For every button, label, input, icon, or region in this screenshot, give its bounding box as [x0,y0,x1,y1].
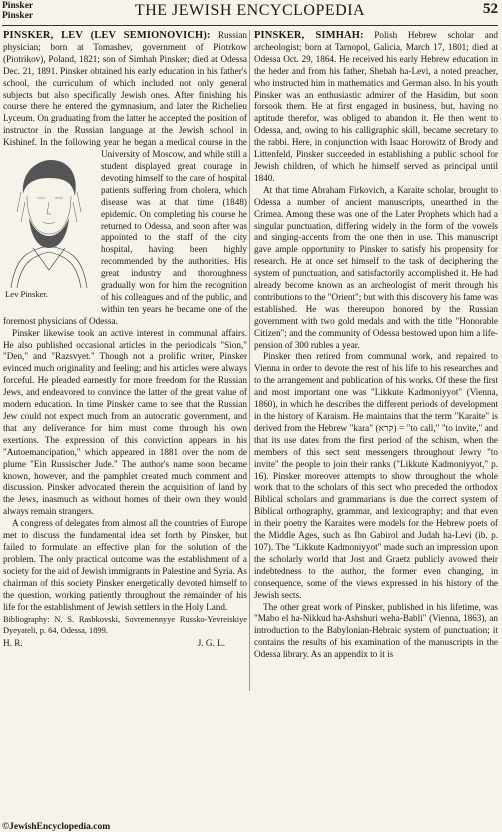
entry-simhah-paragraph-1: Polish Hebrew scholar and archeologist; born at Tarnopol, Galicia, March 17, 1801; died at Odessa Oct. 29, 1864. He received his early Hebrew education in the heder and from his father, Shebah ha-Levi, a noted preacher, who instructed him in mathematics and German also. In his youth Pinsker was an enthusiastic admirer of the Hasidim, but soon forsook them. He at first engaged in business, but, having no aptitude therefor, was obliged to abandon it. He then went to Odessa, and, owing to his calligraphic skill, became secretary to the rabbi. Here, in conjunction with Isaac Horowitz of Brody and Littenfeld, Pinsker succeeded in establishing a public school for Jewish children, of which he himself served as principal until 1840. [254,30,499,183]
entry-lev-paragraph-1 [3,30,247,326]
entry-lev-paragraph-3: A congress of delegates from almost all the countries of Europe met to discuss the fundamental idea set forth by Pinsker, but failed to formulate an effective plan for the solution of the problem. The only practical outcome was the establishment of a society for the aid of Jewish immigrants in Palestine and Syria. As chairman of this society Pinsker energetically devoted himself to the question, working patiently throughout the remainder of his life for the establishment of Jewish settlers in the Holy Land. [3,518,247,612]
guide-word-bottom: Pinsker [2,11,34,21]
entry-simhah-paragraph-3: Pinsker then retired from communal work, and repaired to Vienna in order to devote the rest of his life to his researches and to the arrangement and publication of his works. Of these the first and most important one was "Likkute Kadmoniyyot" (Vienna, 1860), in which he describes the different periods of development in the history of Karaism. He maintains that the term "Karaite" is derived from the Hebrew "kara" (קרא) = "to call," "to invite," and that its use dates from the first period of the schism, when the members of this sect sent messengers throughout Jewry "to invite" the people to join their ranks ("Likkute Kadmoniyyot," p. 16). Pinsker moreover attempts to show throughout the whole work that to the scholars of this sect who preceded the orthodox Biblical scholars and grammarians is due the correct system of Biblical orthography, grammar, and lexicography; and that even in their poetry the Karaites were models for the Hebrew poets of the Middle Ages, such as Ibn Gabirol and Judah ha-Levi (ib. p. 107). The "Likkute Kadmoniyyot" made such an impression upon the scholarly world that Jost and Graetz publicly avowed their indebtedness to the author, the former even changing, in consequence, some of the views expressed in his history of the Jewish sects. [254,351,498,600]
entry-lev-paragraph-1-part-b: and while still a student displayed great courage in devoting himself to the care of hospital patients suffering from cholera, which disease was at that time (1848) epidemic. On completing his course he returned to Odessa, and soon after was appointed to the staff of the city hospital, having been highly recommended by the authorities. His great industry and thoroughness gradually won for him the recognition of his colleagues and of the public, and within ten years he became one of the foremost physicians of Odessa. [3,149,247,326]
portrait-caption: Lev Pinsker. [5,289,48,300]
entry-title-lev-pinsker: PINSKER, LEV (LEV SEMIONOVICH): [3,30,211,41]
site-credit: ©JewishEncyclopedia.com [2,822,111,832]
right-column [254,30,498,661]
entry-lev-paragraph-1-lead [3,30,247,326]
header-rule [2,25,498,26]
portrait-figure [3,152,95,302]
page-number: 52 [483,1,498,17]
signatures [3,638,247,650]
running-head [2,0,498,26]
entry-pinsker-simhah-intro [254,30,498,185]
portrait-engraving [3,152,95,288]
entry-lev-paragraph-2: Pinsker likewise took an active interest in communal affairs. He also published occasional articles in the periodicals "Sion," "Den," and "Razsvyet." Though not a prolific writer, Pinsker evinced much originality and feeling; and his articles were always forceful. He pleaded earnestly for more freedom for the Russian Jews, and endeavored to convince the latter of the great value of modern education. In time Pinsker came to see that the Russian Jew could not expect much from an autocratic government, and that any deliverance for him must come through his own exertions. The expression of this conviction appears in his "Autoemancipation," which appeared in 1881 over the nom de plume "Ein Russischer Jude." The author's name soon became known, however, and the pamphlet created much comment and discussion. Pinsker advocated therein the acquisition of land by the Jews, inasmuch as without homes of their own they would always remain strangers. [3,327,247,517]
entry-title-simhah-pinsker: PINSKER, SIMHAH: [254,30,364,41]
left-column [3,30,247,650]
publication-title: THE JEWISH ENCYCLOPEDIA [134,2,366,19]
guide-word-top: Pinsker [2,1,34,11]
signature-right: J. G. L. [197,637,225,648]
column-divider [249,30,250,691]
signature-left: H. R. [3,637,23,648]
entry-pinsker-lev-intro [3,30,247,328]
entry-simhah-paragraph-4: The other great work of Pinsker, published in his lifetime, was "Mabo el ha-Nikkud ha-Ashshuri weha-Babli" (Vienna, 1863), an introduction to the Babylonian-Hebraic system of punctuation; it contains the results of his examination of the manuscripts in the Odessa library. As an appendix to it is [254,601,498,660]
entry-simhah-paragraph-2: At that time Abraham Firkovich, a Karaite scholar, brought to Odessa a number of ancient manuscripts, unearthed in the Crimea. Among these was one of the Later Prophets which had a singular punctuation, differing widely in the form of the vowels and singing-accents from the one then in use. This manuscript gave ample opportunity to Pinsker to satisfy his propensity for research. He at once set himself to the task of deciphering the system of punctuation, and satisfactorily accomplished it. He had already become known as an archeologist of merit through his contributions to the "Orient"; but with this discovery his fame was established. He was thereupon honored by the Russian government with two gold medals and with the title "Honorable Citizen"; and the community of Odessa bestowed upon him a life-pension of 300 rubles a year. [254,184,498,350]
entry-lev-paragraph-1-part-a: Russian physician; born at Tomashev, government of Piotrkow (Piotrikov), Poland, 1821; son of Simhah Pinsker; died at Odessa Dec. 21, 1891. Pinsker obtained his early education in his father's school, the curriculum of which included not only general subjects but also specifically Jewish ones. After finishing his course there he entered the gymnasium, and later the Richelieu Lyceum. On graduating from the latter he accepted the position of instructor in the Russian language at the Jewish school in Kishinef. In the following year he began a medical course in the University of Moscow, [3,30,247,160]
bibliography: Bibliography: N. S. Rasbkovski, Sovremennyye Russko-Yevreiskiye Dyeyateli, p. 64, Odessa, 1899. [3,615,247,635]
